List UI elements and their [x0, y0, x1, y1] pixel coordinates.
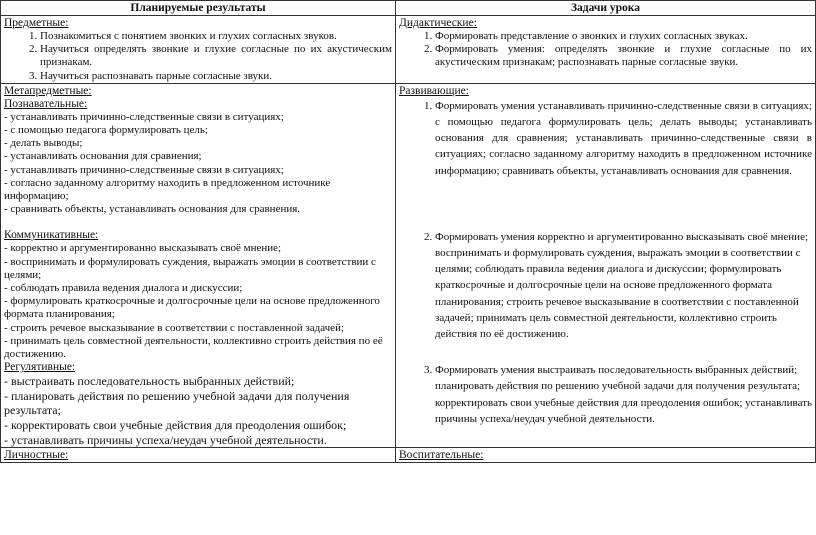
regulatory-list	[4, 374, 392, 447]
list-item: - планировать действия по решению учебной задачи для получения результата;	[4, 388, 350, 418]
list-item: - сравнивать объекты, устанавливать основания для сравнения.	[4, 203, 301, 216]
subject-results-cell	[1, 16, 396, 84]
list-item: - воспринимать и формулировать суждения, выражать эмоции в соответствии с целями;	[4, 255, 376, 281]
list-item: - формулировать краткосрочные и долгосрочные цели на основе предложенного формата планирования;	[4, 295, 380, 321]
communicative-label: Коммуникативные:	[4, 229, 99, 242]
list-item: - с помощью педагога формулировать цель;	[4, 124, 208, 137]
didactic-label: Дидактические:	[399, 17, 477, 29]
personal-row	[1, 448, 816, 463]
list-item: - согласно заданному алгоритму находить в предложенном источнике информацию;	[4, 176, 331, 203]
list-item: - корректно и аргументированно высказывать своё мнение;	[4, 242, 282, 255]
list-item: 3. Формировать умения выстраивать последовательность выбранных действий; планировать действия по решению учебной задачи для получения результата; корректировать свои учебные действия для преодоления ошибок; устанавливать причины успеха/неудач учебной деятельности.	[435, 362, 812, 427]
header-lesson-goals: Задачи урока	[396, 1, 816, 16]
list-item: 2. Научиться определять звонкие и глухие согласные по их акустическим признакам.	[40, 43, 392, 69]
communicative-list	[4, 242, 392, 361]
list-item: - корректировать свои учебные действия для преодоления ошибок;	[4, 418, 347, 433]
developmental-label: Развивающие:	[399, 84, 469, 97]
list-item: - принимать цель совместной деятельности, коллективно строить действия по её достижению.	[4, 334, 383, 361]
list-item: - соблюдать правила ведения диалога и дискуссии;	[4, 282, 243, 295]
list-item: 1. Формировать представление о звонких и глухих согласных звуках.	[435, 30, 812, 43]
subject-row	[1, 16, 816, 84]
educational-goals-cell	[396, 448, 816, 463]
list-item: - устанавливать основания для сравнения;	[4, 150, 202, 163]
developmental-goals-cell	[396, 83, 816, 447]
cognitive-list	[4, 111, 392, 217]
list-item: 1. Формировать умения устанавливать причинно-следственные связи в ситуациях; с помощью педагога формулировать цель; делать выводы; устанавливать основания для сравнения; устанавливать причинно-следственные связи в ситуациях; согласно заданному алгоритму находить в предложенном источнике информацию; сравнивать объекты, устанавливать основания для сравнения.	[435, 98, 812, 179]
developmental-goals-list	[399, 362, 812, 427]
subject-label: Предметные:	[4, 17, 69, 29]
meta-row	[1, 83, 816, 447]
list-item: 2. Формировать умения: определять звонкие и глухие согласные по их акустическим признакам; распознавать парные согласные звуки.	[435, 43, 812, 69]
list-item: - делать выводы;	[4, 137, 83, 150]
list-item: - строить речевое высказывание в соответствии с поставленной задачей;	[4, 321, 345, 334]
list-item: 1. Познакомиться с понятием звонких и глухих согласных звуков.	[40, 30, 392, 43]
meta-label: Метапредметные:	[4, 84, 92, 97]
developmental-goals-list	[399, 98, 812, 179]
developmental-goals-list	[399, 229, 812, 342]
personal-label: Личностные:	[4, 449, 69, 462]
list-item: - выстраивать последовательность выбранных действий;	[4, 374, 295, 389]
meta-results-cell	[1, 83, 396, 447]
list-item: 3. Научиться распознавать парные согласные звуки.	[40, 70, 392, 83]
list-item: - устанавливать причинно-следственные связи в ситуациях;	[4, 110, 284, 123]
didactic-goals-list	[399, 30, 812, 70]
subject-results-list	[4, 30, 392, 83]
header-planned-results: Планируемые результаты	[1, 1, 396, 16]
list-item: - устанавливать причинно-следственные связи в ситуациях;	[4, 163, 284, 176]
list-item: - устанавливать причины успеха/неудач учебной деятельности.	[4, 432, 327, 447]
educational-label: Воспитательные:	[399, 449, 484, 462]
list-item: 2. Формировать умения корректно и аргументированно высказывать своё мнение; воспринимать и формулировать суждения, выражать эмоции в соответствии с целями; соблюдать правила ведения диалога и дискуссии; формулировать краткосрочные и долгосрочные цели на основе предложенного формата планирования; строить речевое высказывание в соответствии с поставленной задачей; принимать цель совместной деятельности, коллективно строить действия по её достижению.	[435, 229, 812, 342]
didactic-goals-cell	[396, 16, 816, 84]
regulatory-label: Регулятивные:	[4, 361, 76, 374]
personal-results-cell	[1, 448, 396, 463]
cognitive-label: Познавательные:	[4, 97, 88, 110]
header-row	[1, 1, 816, 16]
